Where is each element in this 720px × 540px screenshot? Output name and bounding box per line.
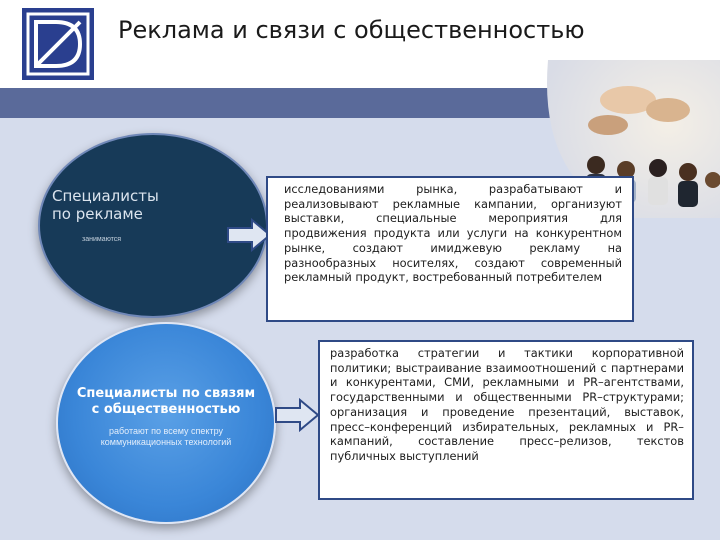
advertising-duties-box: исследованиями рынка, разрабатывают и реализовывают рекламные кампании, организуют выставки, специальные мероприятия для продвижения продукта или услуги на конкурентном рынке, создают имиджевую рекламу на разнообразных носителях, создают современный рекламный продукт, востребованный потребителем: [266, 176, 634, 322]
advertising-specialists-title: Специалисты по рекламе: [52, 187, 159, 223]
pr-specialists-title: Специалисты по связям с общественностью: [76, 386, 256, 417]
pr-duties-box: разработка стратегии и тактики корпоративной политики; выстраивание взаимоотношений с партнерами и конкурентами, СМИ, рекламными и PR–агентствами, государственными и общественными PR–структурами; организация и проведение презентаций, выставок, пресс–конференций избирательных, рекламных и PR–кампаний, составление пресс–релизов, текстов публичных выступлений: [318, 340, 694, 500]
university-logo-icon: [22, 8, 94, 80]
advertising-specialists-subtitle: занимаются: [82, 236, 122, 243]
page-title: Реклама и связи с общественностью: [118, 16, 585, 44]
pr-specialists-circle: [56, 322, 276, 524]
pr-specialists-subtitle: работают по всему спектру коммуникационных технологий: [100, 426, 232, 447]
arrow-right-icon: [274, 398, 320, 432]
